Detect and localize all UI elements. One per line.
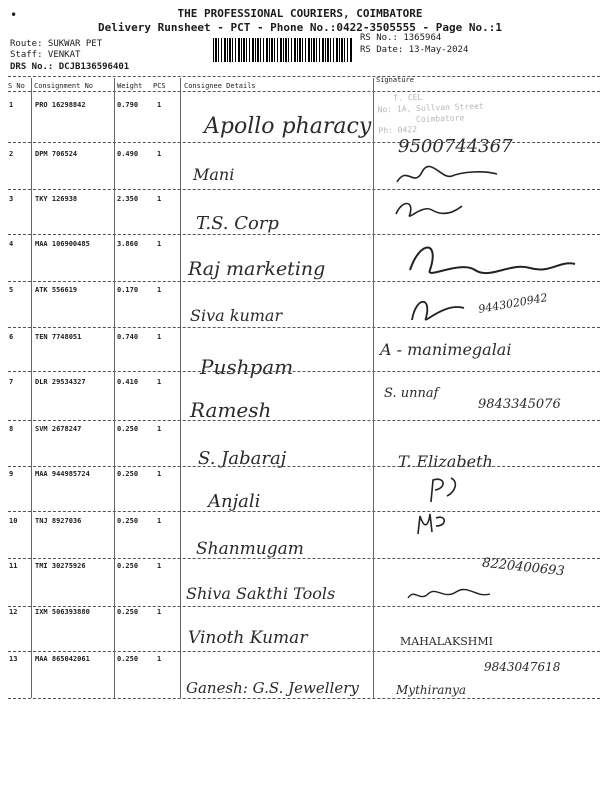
row-consignment: MAA 865042061 — [35, 655, 90, 663]
row-consignment: ATK 556619 — [35, 286, 78, 294]
row-sno: 11 — [9, 562, 18, 570]
row-pcs: 1 — [157, 655, 162, 663]
row-consignee-handwritten: S. Jabaraj — [198, 448, 287, 469]
signature-scribble — [392, 160, 502, 190]
row-sno: 1 — [9, 101, 14, 109]
header-top-rule — [8, 76, 600, 77]
header-signature: Signature — [376, 76, 414, 84]
row-rule — [8, 189, 600, 190]
row-consignment: PRO 16298842 — [35, 101, 86, 109]
barcode — [213, 38, 353, 62]
row-sno: 12 — [9, 608, 18, 616]
column-divider — [31, 78, 32, 698]
row-consignee-handwritten: Apollo pharacy — [204, 114, 372, 139]
row-rule — [8, 651, 600, 652]
row-rule — [8, 420, 600, 421]
header-consignment: Consignment No — [34, 82, 94, 90]
row-sno: 4 — [9, 240, 14, 248]
row-pcs: 1 — [157, 150, 162, 158]
row-weight: 0.250 — [117, 470, 139, 478]
row-pcs: 1 — [157, 378, 162, 386]
row-weight: 0.490 — [117, 150, 139, 158]
stamp-line: T. CEL — [393, 92, 423, 103]
row-pcs: 1 — [157, 195, 162, 203]
header-consignee: Consignee Details — [184, 82, 256, 90]
row-consignee-handwritten: Mani — [193, 165, 235, 184]
row-signature-handwritten: 8220400693 — [481, 555, 566, 580]
row-signature-handwritten: 9500744367 — [398, 136, 513, 157]
row-consignee-handwritten: T.S. Corp — [196, 213, 279, 234]
row-weight: 0.250 — [117, 655, 139, 663]
signature-scribble — [425, 474, 465, 506]
column-divider — [114, 78, 115, 698]
row-consignee-handwritten: Anjali — [208, 491, 261, 512]
row-weight: 0.410 — [117, 378, 139, 386]
row-consignment: DLR 29534327 — [35, 378, 86, 386]
row-consignment: MAA 944985724 — [35, 470, 90, 478]
signature-scribble — [404, 290, 474, 328]
row-signature-handwritten: 9443020942 — [477, 291, 549, 316]
row-consignee-handwritten: Shanmugam — [196, 539, 304, 559]
row-weight: 0.170 — [117, 286, 139, 294]
header-weight: Weight — [117, 82, 143, 90]
row-weight: 3.860 — [117, 240, 139, 248]
row-signature-handwritten: MAHALAKSHMI — [400, 635, 493, 648]
runsheet-subtitle: Delivery Runsheet - PCT - Phone No.:0422-3505555 - Page No.:1 — [98, 21, 502, 34]
row-sno: 5 — [9, 286, 14, 294]
row-weight: 0.740 — [117, 333, 139, 341]
row-sno: 9 — [9, 470, 14, 478]
row-rule — [8, 466, 600, 467]
row-rule — [8, 234, 600, 235]
signature-scribble — [412, 508, 452, 538]
row-pcs: 1 — [157, 101, 162, 109]
row-weight: 0.250 — [117, 425, 139, 433]
row-rule — [8, 698, 600, 699]
row-sno: 3 — [9, 195, 14, 203]
row-pcs: 1 — [157, 608, 162, 616]
row-weight: 0.250 — [117, 562, 139, 570]
row-sno: 10 — [9, 517, 18, 525]
row-sno: 13 — [9, 655, 18, 663]
rs-date: RS Date: 13-May-2024 — [360, 45, 469, 55]
row-consignee-handwritten: Raj marketing — [188, 258, 326, 280]
header-sno: S No — [8, 82, 25, 90]
signature-scribble — [404, 584, 494, 606]
row-consignee-handwritten: Pushpam — [200, 355, 294, 379]
row-consignment: TNJ 8927036 — [35, 517, 82, 525]
row-sno: 6 — [9, 333, 14, 341]
row-consignee-handwritten: Siva kumar — [190, 306, 283, 325]
hole-punch-mark: • — [10, 8, 18, 22]
row-weight: 0.250 — [117, 517, 139, 525]
row-signature-handwritten: 9843047618 — [484, 660, 561, 674]
row-rule — [8, 327, 600, 328]
header-pcs: PCS — [153, 82, 166, 90]
column-divider — [373, 78, 374, 698]
row-consignee-handwritten: Vinoth Kumar — [188, 628, 308, 648]
stamp-line: No: 1A, Sullvan Street — [377, 101, 484, 115]
row-sno: 7 — [9, 378, 14, 386]
row-signature-handwritten: 9843345076 — [478, 397, 561, 412]
row-weight: 2.350 — [117, 195, 139, 203]
row-signature-name: Mythiranya — [396, 683, 467, 697]
row-consignee-handwritten: Ganesh: G.S. Jewellery — [186, 679, 359, 697]
row-sno: 8 — [9, 425, 14, 433]
signature-scribble — [400, 240, 580, 285]
company-title: THE PROFESSIONAL COURIERS, COIMBATORE — [177, 7, 423, 20]
stamp-line: Coimbatore — [415, 113, 465, 125]
row-pcs: 1 — [157, 240, 162, 248]
row-rule — [8, 142, 600, 143]
row-consignment: TMI 30275926 — [35, 562, 86, 570]
signature-scribble — [392, 196, 472, 222]
row-consignee-handwritten: Shiva Sakthi Tools — [186, 584, 336, 603]
row-pcs: 1 — [157, 517, 162, 525]
row-signature-handwritten: T. Elizabeth — [398, 452, 493, 471]
row-consignment: IXM 506393880 — [35, 608, 90, 616]
row-rule — [8, 511, 600, 512]
row-consignment: DPM 706524 — [35, 150, 78, 158]
row-pcs: 1 — [157, 470, 162, 478]
stamp-line: Ph: 0422 — [378, 124, 418, 136]
row-pcs: 1 — [157, 562, 162, 570]
staff-label: Staff: VENKAT — [10, 50, 81, 60]
row-pcs: 1 — [157, 425, 162, 433]
row-rule — [8, 371, 600, 372]
row-weight: 0.250 — [117, 608, 139, 616]
row-rule — [8, 606, 600, 607]
route-label: Route: SUKWAR PET — [10, 39, 103, 49]
row-consignment: TEN 7748051 — [35, 333, 82, 341]
row-weight: 0.790 — [117, 101, 139, 109]
column-divider — [180, 78, 181, 698]
row-consignment: MAA 106900485 — [35, 240, 90, 248]
row-rule — [8, 281, 600, 282]
row-consignment: SVM 2678247 — [35, 425, 82, 433]
row-pcs: 1 — [157, 286, 162, 294]
rs-number: RS No.: 1365964 — [360, 33, 442, 43]
row-consignment: TKY 126938 — [35, 195, 78, 203]
row-consignee-handwritten: Ramesh — [190, 398, 272, 422]
drs-number: DRS No.: DCJB136596401 — [10, 62, 130, 72]
row-signature-name: S. unnaf — [384, 386, 439, 401]
row-sno: 2 — [9, 150, 14, 158]
row-signature-handwritten: A - manimegalai — [380, 340, 512, 359]
row-pcs: 1 — [157, 333, 162, 341]
